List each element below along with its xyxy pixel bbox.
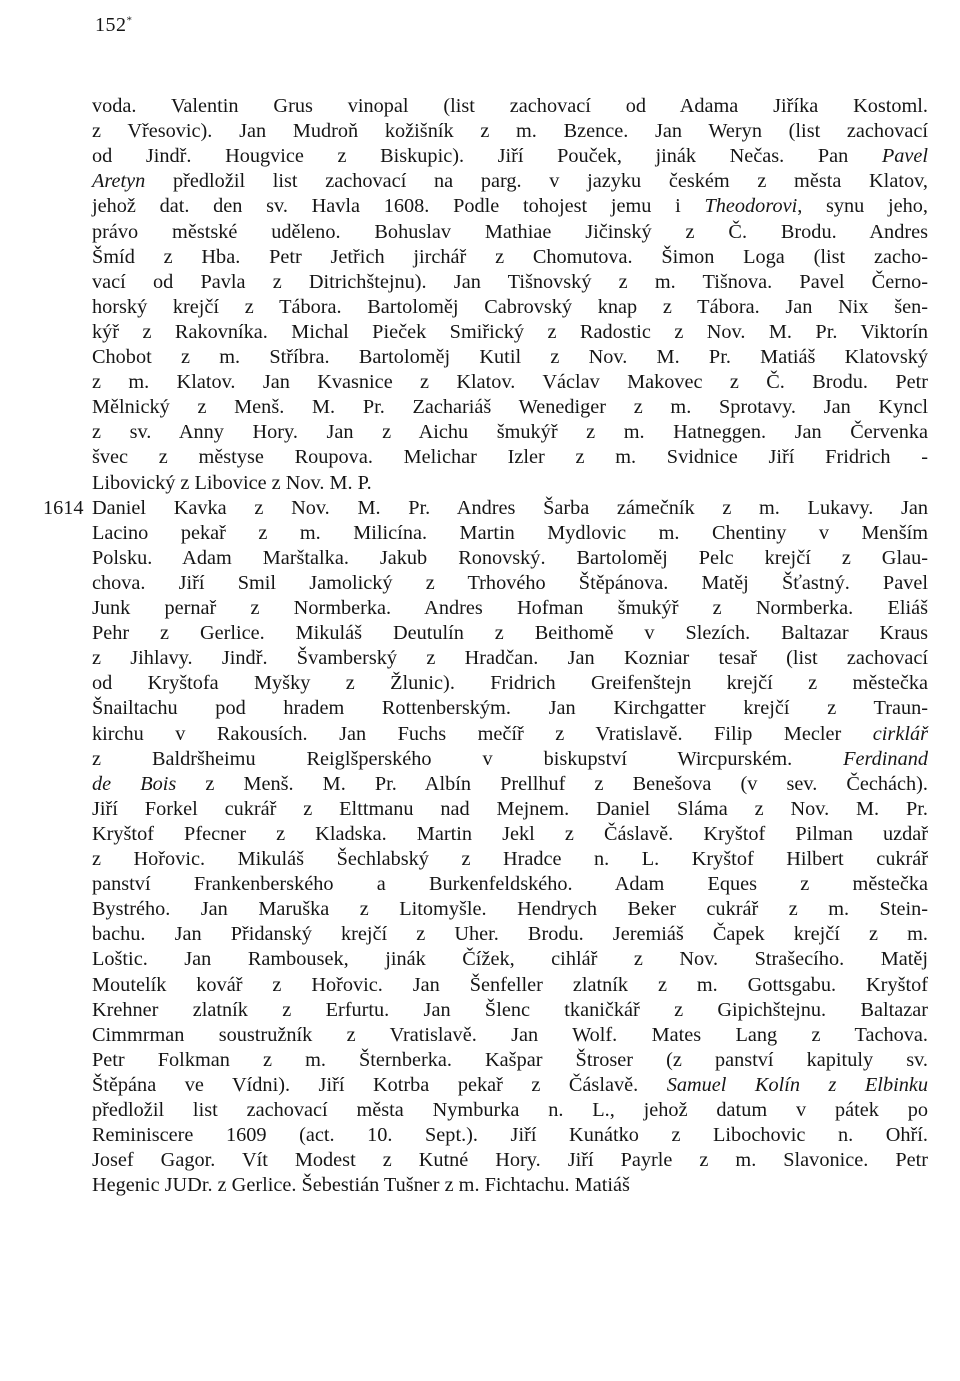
text-run: Hegenic JUDr. z Gerlice. Šebestián Tušner z m. Fichtachu. Matiáš (92, 1174, 630, 1197)
text-run: Loštic. Jan Rambousek, jinák Čížek, cihlář z Nov. Strašecího. Matěj (92, 948, 928, 971)
text-run: z Jihlavy. Jindř. Švamberský z Hradčan. Jan Kozniar tesař (list zachovací (92, 647, 928, 670)
text-line (92, 144, 928, 169)
text-line (92, 445, 928, 470)
text-run: z m. Klatov. Jan Kvasnice z Klatov. Václav Makovec z Č. Brodu. Petr (92, 371, 928, 394)
text-line (92, 998, 928, 1023)
text-line (92, 295, 928, 320)
text-line (92, 496, 928, 521)
text-line (92, 546, 928, 571)
text-line (92, 1073, 928, 1098)
italic-name: Pavel (881, 145, 928, 168)
italic-name: Aretyn (92, 170, 146, 193)
text-run: Chobot z m. Stříbra. Bartoloměj Kutil z Nov. M. Pr. Matiáš Klatovský (92, 346, 928, 368)
text-run: Pehr z Gerlice. Mikuláš Deutulín z Beithomě v Slezích. Baltazar Kraus (92, 622, 928, 645)
text-line (92, 194, 928, 219)
text-run: Šnailtachu pod hradem Rottenberským. Jan Kirchgatter krejčí z Traun- (92, 697, 928, 720)
text-line (92, 571, 928, 596)
margin-year: 1614 (43, 496, 84, 519)
text-line (92, 94, 928, 119)
text-run: Junk pernař z Normberka. Andres Hofman šmukýř z Normberka. Eliáš (92, 597, 928, 619)
text-line (92, 1098, 928, 1123)
text-line (92, 973, 928, 998)
text-line (92, 747, 928, 772)
text-run: kýř z Rakovníka. Michal Pieček Smiřický z Radostic z Nov. M. Pr. Viktorín (92, 320, 928, 343)
text-line (92, 772, 928, 797)
text-run: právo městské uděleno. Bohuslav Mathiae Jičinský z Č. Brodu. Andres (92, 220, 928, 243)
text-run: předložil list zachovací na parg. v jazyku českém z města Klatov, (145, 170, 928, 193)
text-line (92, 471, 928, 496)
text-run: od Jindř. Hougvice z Biskupic). Jiří Pouček, jinák Nečas. Pan (92, 145, 882, 168)
text-line (92, 420, 928, 445)
text-run: kirchu v Rakousích. Jan Fuchs mečíř z Vratislavě. Filip Mecler (92, 722, 873, 745)
text-line (92, 722, 928, 747)
text-run: Moutelík kovář z Hořovic. Jan Šenfeller zlatník z m. Gottsgabu. Kryštof (92, 973, 928, 996)
text-line (92, 1023, 928, 1048)
italic-name: Theodorovi (704, 195, 798, 218)
text-line (92, 245, 928, 270)
text-run: Libovický z Libovice z Nov. M. P. (92, 471, 372, 494)
text-run: Bystrého. Jan Maruška z Litomyšle. Hendrych Beker cukrář z m. Stein- (92, 898, 928, 921)
text-run: předložil list zachovací města Nymburka n. L., jehož datum v pátek po (92, 1099, 928, 1121)
text-run: Polsku. Adam Marštalka. Jakub Ronovský. Bartoloměj Pelc krejčí z Glau- (92, 546, 928, 569)
text-line (92, 1048, 928, 1073)
text-run: chova. Jiří Smil Jamolický z Trhového Štěpánova. Matěj Šťastný. Pavel (92, 571, 928, 594)
text-line (92, 947, 928, 972)
italic-name: Samuel Kolín z Elbinku (666, 1073, 928, 1096)
text-run: Reminiscere 1609 (act. 10. Sept.). Jiří Kunátko z Libochovic n. Ohří. (92, 1124, 928, 1147)
page-number: 152* (95, 14, 133, 36)
text-line (92, 270, 928, 295)
text-run: Krehner zlatník z Erfurtu. Jan Šlenc tkaničkář z Gipichštejnu. Baltazar (92, 998, 928, 1021)
text-line (92, 521, 928, 546)
text-run: Kryštof Pfecner z Kladska. Martin Jekl z Čáslavě. Kryštof Pilman uzdař (92, 822, 928, 845)
text-line (92, 370, 928, 395)
text-line (92, 119, 928, 144)
text-run: z Menš. M. Pr. Albín Prellhuf z Benešova (v sev. Čechách). (176, 772, 928, 795)
text-run: od Kryštofa Myšky z Žlunic). Fridrich Greifenštejn krejčí z městečka (92, 672, 928, 695)
text-line (92, 220, 928, 245)
text-line (92, 1123, 928, 1148)
text-run: voda. Valentin Grus vinopal (list zachovací od Adama Jiříka Kostoml. (92, 95, 928, 117)
italic-name: cirklář (872, 722, 928, 745)
text-line (92, 320, 928, 345)
text-line (92, 671, 928, 696)
text-run: Jiří Forkel cukrář z Elttmanu nad Mejnem. Daniel Sláma z Nov. M. Pr. (92, 797, 928, 820)
text-run: z Hořovic. Mikuláš Šechlabský z Hradce n. L. Kryštof Hilbert cukrář (92, 848, 928, 870)
text-run: Štěpána ve Vídni). Jiří Kotrba pekař z Čáslavě. (92, 1073, 667, 1096)
text-line (92, 596, 928, 621)
text-line (92, 646, 928, 671)
text-run: Cimmrman soustružník z Vratislavě. Jan Wolf. Mates Lang z Tachova. (92, 1023, 928, 1046)
text-run: Petr Folkman z m. Šternberka. Kašpar Štroser (z panství kapituly sv. (92, 1048, 928, 1071)
text-run: , synu jeho, (797, 195, 929, 218)
text-run: bachu. Jan Přidanský krejčí z Uher. Brodu. Jeremiáš Čapek krejčí z m. (92, 923, 928, 946)
text-run: Daniel Kavka z Nov. M. Pr. Andres Šarba zámečník z m. Lukavy. Jan (92, 496, 928, 519)
text-run: jehož dat. den sv. Havla 1608. Podle tohojest jemu i (92, 195, 705, 218)
text-line (92, 1173, 928, 1198)
text-line (92, 797, 928, 822)
text-run: švec z městyse Roupova. Melichar Izler z m. Svidnice Jiří Fridrich - (92, 446, 928, 469)
text-line (92, 345, 928, 370)
text-run: z Vřesovic). Jan Mudroň kožišník z m. Bzence. Jan Weryn (list zachovací (92, 120, 928, 143)
text-run: horský krejčí z Tábora. Bartoloměj Cabrovský knap z Tábora. Jan Nix šen- (92, 295, 928, 318)
text-run: Lacino pekař z m. Milicína. Martin Mydlovic m. Chentiny v Menším (92, 521, 928, 544)
text-run: Mělnický z Menš. M. Pr. Zachariáš Wenediger z m. Sprotavy. Jan Kyncl (92, 396, 928, 419)
text-run: Josef Gagor. Vít Modest z Kutné Hory. Jiří Payrle z m. Slavonice. Petr (92, 1149, 928, 1172)
text-run: z Baldršheimu Reiglšperského v biskupství Wircpurském. (92, 747, 844, 770)
italic-name: de Bois (92, 772, 177, 795)
text-run: z sv. Anny Hory. Jan z Aichu šmukýř z m. Hatneggen. Jan Červenka (92, 421, 928, 444)
text-run: vací od Pavla z Ditrichštejnu). Jan Tišnovský z m. Tišnova. Pavel Černo- (92, 270, 928, 293)
text-line (92, 1148, 928, 1173)
text-line (92, 872, 928, 897)
italic-name: Ferdinand (843, 747, 928, 770)
text-line (92, 897, 928, 922)
text-run: panství Frankenberského a Burkenfeldského. Adam Eques z městečka (92, 873, 928, 896)
text-line (92, 169, 928, 194)
text-line (92, 822, 928, 847)
text-run: Šmíd z Hba. Petr Jetřich jirchář z Chomutova. Šimon Loga (list zacho- (92, 245, 928, 268)
text-line (92, 696, 928, 721)
page-number-mark: * (126, 14, 133, 27)
text-line (92, 395, 928, 420)
text-line (92, 847, 928, 872)
text-line (92, 922, 928, 947)
text-line (92, 621, 928, 646)
